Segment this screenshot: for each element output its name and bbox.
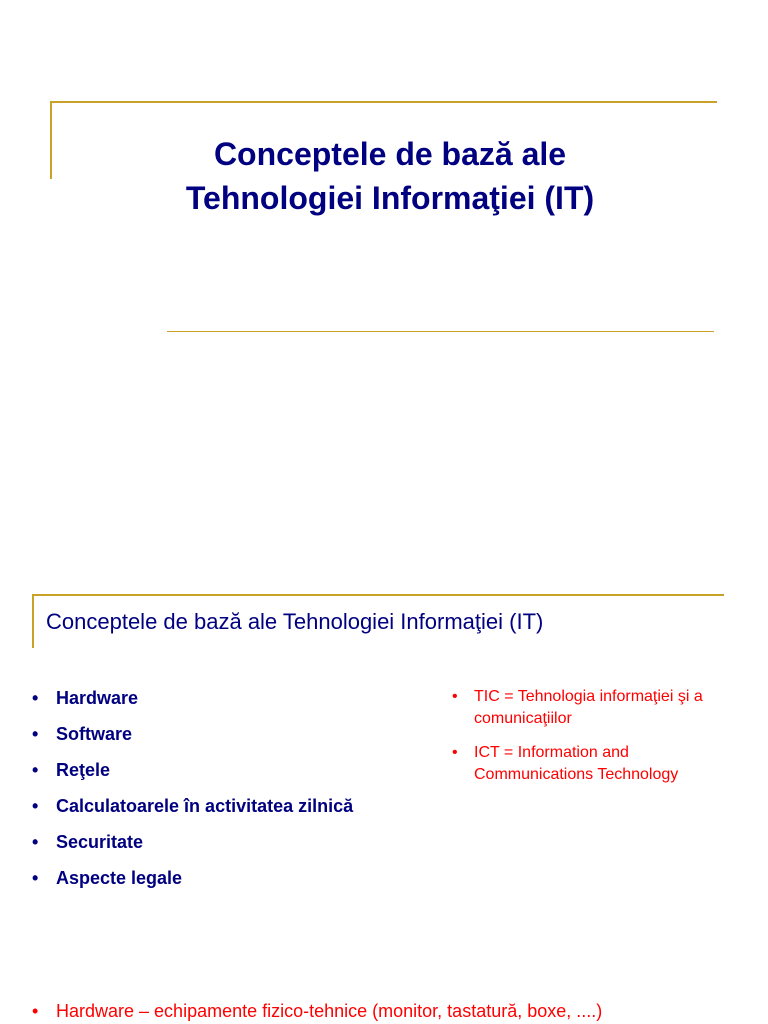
slide2-definition-list [452,686,752,798]
list-item [32,722,353,758]
bullet-icon: • [452,688,458,705]
list-item [32,866,353,902]
list-item [452,742,752,786]
list-item [32,686,353,722]
slide1-title [60,132,720,220]
slide1-top-rule [50,101,717,103]
list-item-label: Calculatoarele în activitatea zilnică [56,796,354,816]
slide2-topic-list [32,686,353,902]
bullet-icon: • [32,868,39,888]
slide2-title: Conceptele de bază ale Tehnologiei Informaţiei (IT) [46,609,544,634]
bullet-icon: • [32,796,39,816]
bullet-icon: • [32,1001,39,1021]
slide2-top-rule [32,594,724,596]
list-item-label: Software [56,724,133,744]
slide3-hardware-label: Hardware – echipamente fizico-tehnice (monitor, tastatură, boxe, ....) [56,1001,603,1021]
list-item-label: Aspecte legale [56,868,183,888]
slide3-hardware-item [32,998,602,1024]
slide1-left-rule [50,101,52,179]
list-item [32,830,353,866]
list-item-label: Securitate [56,832,144,852]
list-item-label: Reţele [56,760,111,780]
list-item-label: ICT = Information and Communications Technology [474,744,679,783]
bullet-icon: • [32,832,39,852]
slide1-bottom-rule [167,331,714,332]
list-item [32,794,353,830]
bullet-icon: • [32,760,39,780]
bullet-icon: • [32,688,39,708]
list-item-label: TIC = Tehnologia informaţiei şi a comunicaţiilor [474,688,703,727]
list-item-label: Hardware [56,688,139,708]
bullet-icon: • [452,744,458,761]
list-item [452,686,752,730]
list-item [32,758,353,794]
slide2-left-rule [32,594,34,648]
slide1-title-line2: Tehnologiei Informaţiei (IT) [185,180,595,216]
bullet-icon: • [32,724,39,744]
slide1-title-line1: Conceptele de bază ale [213,136,567,172]
